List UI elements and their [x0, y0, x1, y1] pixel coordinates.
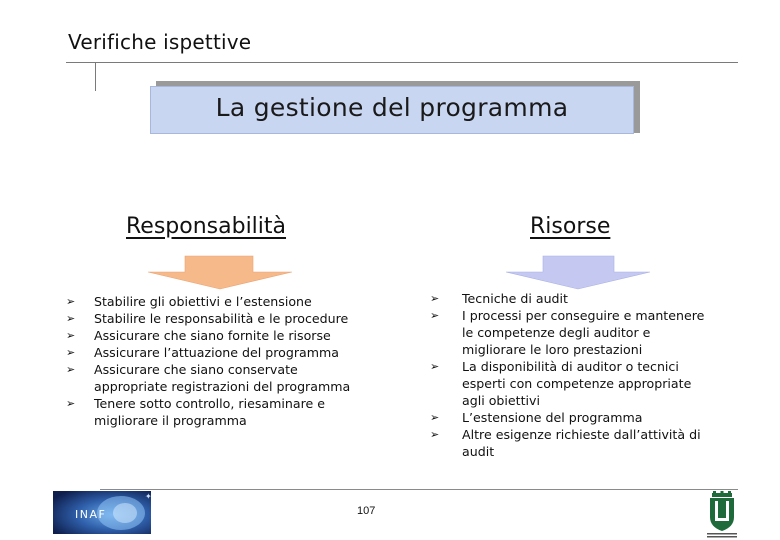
right-item-text: Tecniche di audit [462, 291, 568, 306]
right-list-item [430, 290, 762, 307]
header-divider [66, 62, 738, 63]
page-number: 107 [357, 505, 376, 517]
left-list-item [66, 395, 394, 429]
arrowhead-bullet-icon: ➢ [66, 363, 76, 376]
right-list-item [430, 307, 762, 358]
left-item-text: Tenere sotto controllo, riesaminare e [94, 396, 325, 411]
arrowhead-bullet-icon: ➢ [430, 309, 440, 322]
heading-responsabilita: Responsabilità [126, 214, 287, 239]
arrowhead-bullet-icon: ➢ [66, 397, 76, 410]
arrowhead-bullet-icon: ➢ [66, 346, 76, 359]
slide-title: La gestione del programma [215, 92, 569, 122]
header-tick [95, 63, 96, 91]
arrowhead-bullet-icon: ➢ [66, 295, 76, 308]
right-item-text: audit [462, 444, 495, 459]
left-item-text: migliorare il programma [94, 413, 247, 428]
left-list-item [66, 344, 394, 361]
arrowhead-bullet-icon: ➢ [430, 428, 440, 441]
svg-text:INAF: INAF [75, 508, 107, 521]
right-item-text: La disponibilità di auditor o tecnici [462, 359, 679, 374]
heading-risorse: Risorse [530, 214, 611, 239]
right-item-text: L’estensione del programma [462, 410, 643, 425]
right-item-text: I processi per conseguire e mantenere [462, 308, 705, 323]
arrowhead-bullet-icon: ➢ [430, 360, 440, 373]
right-list-item [430, 409, 762, 426]
right-item-text: le competenze degli auditor e [462, 325, 651, 340]
risorse-list [430, 290, 762, 460]
arrowhead-bullet-icon: ➢ [66, 312, 76, 325]
left-list-item [66, 293, 394, 310]
arrowhead-bullet-icon: ➢ [430, 411, 440, 424]
left-item-text: Stabilire le responsabilità e le procedure [94, 311, 349, 326]
left-down-arrow-icon [148, 256, 292, 289]
left-list-item [66, 327, 394, 344]
footer-divider [100, 489, 738, 490]
right-item-text: agli obiettivi [462, 393, 540, 408]
left-list-item [66, 310, 394, 327]
university-crest-logo [703, 491, 741, 539]
title-banner [150, 86, 634, 134]
right-down-arrow-icon [506, 256, 650, 289]
header-title: Verifiche ispettive [68, 30, 252, 54]
arrowhead-bullet-icon: ➢ [66, 329, 76, 342]
arrowhead-bullet-icon: ➢ [430, 292, 440, 305]
left-list-item [66, 361, 394, 395]
left-item-text: appropriate registrazioni del programma [94, 379, 351, 394]
right-list-item [430, 426, 762, 460]
responsabilita-list [66, 293, 394, 429]
inaf-logo [53, 491, 151, 534]
right-item-text: Altre esigenze richieste dall’attività di [462, 427, 701, 442]
svg-text:✦: ✦ [145, 492, 152, 501]
left-item-text: Assicurare che siano conservate [94, 362, 298, 377]
right-item-text: esperti con competenze appropriate [462, 376, 692, 391]
left-item-text: Stabilire gli obiettivi e l’estensione [94, 294, 312, 309]
left-item-text: Assicurare l’attuazione del programma [94, 345, 340, 360]
left-item-text: Assicurare che siano fornite le risorse [94, 328, 331, 343]
right-item-text: migliorare le loro prestazioni [462, 342, 643, 357]
right-list-item [430, 358, 762, 409]
